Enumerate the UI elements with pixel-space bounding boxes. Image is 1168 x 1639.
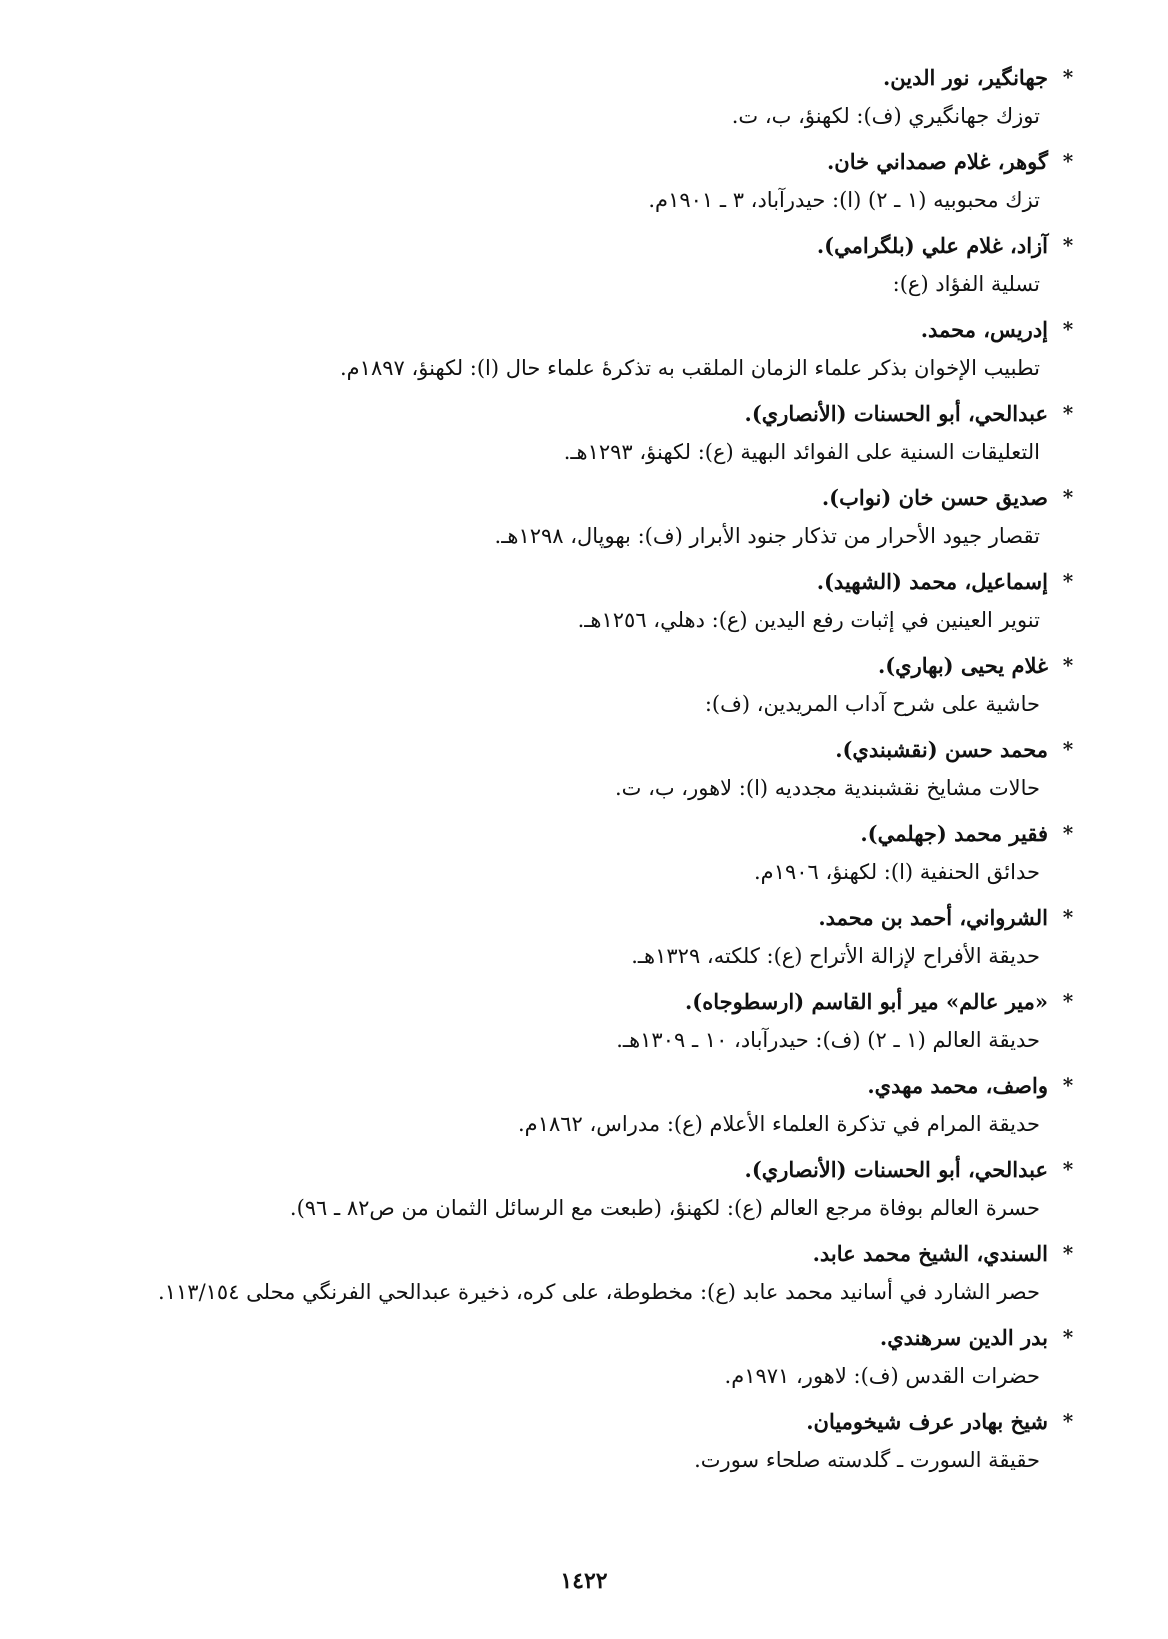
- work-citation: حضرات القدس (ف): لاهور، ١٩٧١م.: [724, 1364, 1040, 1388]
- author-name: السندي، الشيخ محمد عابد.: [812, 1240, 1048, 1266]
- bibliography-entry: [78, 898, 1088, 982]
- asterisk-icon: *: [1062, 485, 1074, 509]
- asterisk-icon: *: [1062, 653, 1074, 677]
- work-citation: حديقة الأفراح لإزالة الأتراح (ع): كلكته، ١٣٢٩هـ.: [631, 944, 1040, 968]
- author-line: [78, 898, 1088, 936]
- work-citation: حقيقة السورت ـ گلدسته صلحاء سورت.: [694, 1448, 1040, 1472]
- work-citation: حسرة العالم بوفاة مرجع العالم (ع): لكهنؤ، (طبعت مع الرسائل الثمان من ص٨٢ ـ ٩٦).: [289, 1196, 1040, 1220]
- author-line: [78, 58, 1088, 96]
- bibliography-entry: [78, 310, 1088, 394]
- author-name: «مير عالم» مير أبو القاسم (ارسطوجاه).: [684, 988, 1048, 1014]
- author-name: فقير محمد (جهلمي).: [860, 820, 1048, 846]
- work-citation: حصر الشارد في أسانيد محمد عابد (ع): مخطوطة، على كره، ذخيرة عبدالحي الفرنگي محلى ١١٣/١٥٤.: [158, 1280, 1040, 1304]
- author-line: [78, 562, 1088, 600]
- work-citation: حديقة المرام في تذكرة العلماء الأعلام (ع): مدراس، ١٨٦٢م.: [518, 1112, 1040, 1136]
- bibliography-entry: [78, 562, 1088, 646]
- bibliography-entry: [78, 226, 1088, 310]
- author-line: [78, 982, 1088, 1020]
- author-line: [78, 478, 1088, 516]
- author-name: بدر الدين سرهندي.: [879, 1324, 1048, 1350]
- author-line: [78, 1150, 1088, 1188]
- asterisk-icon: *: [1062, 905, 1074, 929]
- asterisk-icon: *: [1062, 149, 1074, 173]
- author-name: عبدالحي، أبو الحسنات (الأنصاري).: [744, 1156, 1048, 1182]
- author-name: گوهر، غلام صمداني خان.: [826, 148, 1048, 174]
- author-line: [78, 394, 1088, 432]
- asterisk-icon: *: [1062, 1409, 1074, 1433]
- bibliography-entry: [78, 58, 1088, 142]
- author-line: [78, 1402, 1088, 1440]
- author-name: شيخ بهادر عرف شيخوميان.: [806, 1408, 1048, 1434]
- asterisk-icon: *: [1062, 317, 1074, 341]
- bibliography-entry: [78, 730, 1088, 814]
- bibliography-entry: [78, 478, 1088, 562]
- asterisk-icon: *: [1062, 1325, 1074, 1349]
- work-citation: حالات مشايخ نقشبندية مجدديه (ا): لاهور، ب، ت.: [614, 776, 1040, 800]
- author-line: [78, 1318, 1088, 1356]
- author-line: [78, 142, 1088, 180]
- author-name: محمد حسن (نقشبندي).: [835, 736, 1048, 762]
- asterisk-icon: *: [1062, 989, 1074, 1013]
- author-line: [78, 730, 1088, 768]
- work-citation: تنوير العينين في إثبات رفع اليدين (ع): دهلي، ١٢٥٦هـ.: [577, 608, 1040, 632]
- asterisk-icon: *: [1062, 401, 1074, 425]
- page-number: ١٤٢٢: [560, 1568, 608, 1594]
- bibliography-entry: [78, 394, 1088, 478]
- author-name: صديق حسن خان (نواب).: [821, 484, 1048, 510]
- work-citation: تزك محبوبيه (١ ـ ٢) (ا): حيدرآباد، ٣ ـ ١٩٠١م.: [648, 188, 1040, 212]
- bibliography-entry: [78, 1150, 1088, 1234]
- author-name: غلام يحيى (بهاري).: [877, 652, 1048, 678]
- bibliography-entry: [78, 1318, 1088, 1402]
- bibliography-entry: [78, 1234, 1088, 1318]
- bibliography-entry: [78, 142, 1088, 226]
- author-line: [78, 1066, 1088, 1104]
- asterisk-icon: *: [1062, 1073, 1074, 1097]
- author-line: [78, 1234, 1088, 1272]
- bibliography-entry: [78, 814, 1088, 898]
- asterisk-icon: *: [1062, 821, 1074, 845]
- asterisk-icon: *: [1062, 569, 1074, 593]
- work-citation: تقصار جيود الأحرار من تذكار جنود الأبرار (ف): بهوپال، ١٢٩٨هـ.: [494, 524, 1040, 548]
- work-citation: تسلية الفؤاد (ع):: [892, 272, 1040, 296]
- bibliography-entry: [78, 982, 1088, 1066]
- asterisk-icon: *: [1062, 65, 1074, 89]
- author-name: جهانگير، نور الدين.: [882, 64, 1048, 90]
- bibliography-entry: [78, 1066, 1088, 1150]
- asterisk-icon: *: [1062, 737, 1074, 761]
- work-citation: التعليقات السنية على الفوائد البهية (ع): لكهنؤ، ١٢٩٣هـ.: [563, 440, 1040, 464]
- asterisk-icon: *: [1062, 1157, 1074, 1181]
- author-line: [78, 310, 1088, 348]
- work-citation: حدائق الحنفية (ا): لكهنؤ، ١٩٠٦م.: [754, 860, 1040, 884]
- author-line: [78, 646, 1088, 684]
- author-name: واصف، محمد مهدي.: [867, 1072, 1048, 1098]
- work-citation: توزك جهانگيري (ف): لكهنؤ، ب، ت.: [731, 104, 1040, 128]
- author-name: عبدالحي، أبو الحسنات (الأنصاري).: [744, 400, 1048, 426]
- work-citation: حديقة العالم (١ ـ ٢) (ف): حيدرآباد، ١٠ ـ ١٣٠٩هـ.: [616, 1028, 1040, 1052]
- work-citation: تطبيب الإخوان بذكر علماء الزمان الملقب به تذكرهٔ علماء حال (ا): لكهنؤ، ١٨٩٧م.: [339, 356, 1040, 380]
- asterisk-icon: *: [1062, 233, 1074, 257]
- author-name: آزاد، غلام علي (بلگرامي).: [816, 232, 1048, 258]
- author-line: [78, 226, 1088, 264]
- bibliography-list: [78, 58, 1088, 1486]
- author-name: الشرواني، أحمد بن محمد.: [818, 904, 1048, 930]
- author-line: [78, 814, 1088, 852]
- author-name: إسماعيل، محمد (الشهيد).: [816, 568, 1048, 594]
- asterisk-icon: *: [1062, 1241, 1074, 1265]
- bibliography-entry: [78, 1402, 1088, 1486]
- author-name: إدريس، محمد.: [920, 316, 1048, 342]
- work-citation: حاشية على شرح آداب المريدين، (ف):: [704, 692, 1040, 716]
- bibliography-entry: [78, 646, 1088, 730]
